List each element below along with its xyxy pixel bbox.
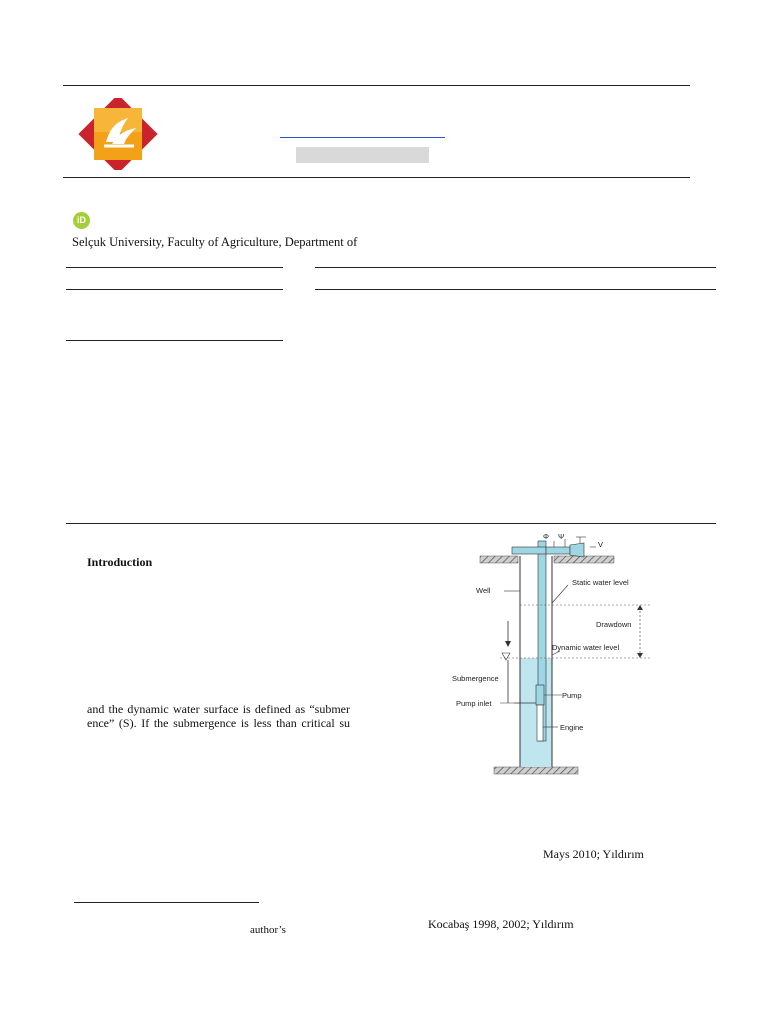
well-pump-figure xyxy=(440,533,670,778)
info-rule-right-2 xyxy=(315,289,716,290)
fig-label-engine: Engine xyxy=(560,723,584,732)
ground-bottom-hatch xyxy=(494,767,578,774)
affiliation-text: Selçuk University, Faculty of Agriculture, Department of xyxy=(72,235,358,249)
fig-label-v: V xyxy=(598,540,604,549)
header-bottom-rule xyxy=(63,177,690,178)
redacted-header-box xyxy=(296,147,429,163)
fig-label-drawdown: Drawdown xyxy=(596,620,632,629)
journal-logo xyxy=(76,98,160,170)
fig-label-pump: Pump xyxy=(562,691,582,700)
citation-bottom: Kocabaş 1998, 2002; Yıldırım xyxy=(428,917,574,931)
fig-label-phi1: Φ xyxy=(543,533,549,541)
info-rule-left-3 xyxy=(66,340,283,341)
abstract-end-rule xyxy=(66,523,716,524)
engine-body xyxy=(537,705,543,741)
header-top-rule xyxy=(63,85,690,86)
fig-label-submergence: Submergence xyxy=(452,674,499,683)
journal-link-underline[interactable] xyxy=(280,137,445,138)
citation-right: Mays 2010; Yıldırım xyxy=(543,847,644,861)
section-heading-introduction: Introduction xyxy=(87,555,153,569)
info-rule-left-2 xyxy=(66,289,283,290)
info-rule-left-1 xyxy=(66,267,283,268)
fig-label-phi2: Ψ xyxy=(558,533,565,541)
footnote-text: author’s xyxy=(250,924,286,936)
fig-label-dynamic: Dynamic water level xyxy=(552,643,620,652)
footnote-separator xyxy=(74,902,259,903)
body-line-1: and the dynamic water surface is defined as “submer xyxy=(87,702,350,716)
well-water xyxy=(520,658,552,767)
fig-label-pump-inlet: Pump inlet xyxy=(456,699,492,708)
body-line-2: ence” (S). If the submergence is less than critical su xyxy=(87,716,350,730)
fig-label-static: Static water level xyxy=(572,578,629,587)
orcid-icon[interactable]: iD xyxy=(73,212,90,229)
ground-left-hatch xyxy=(480,556,518,563)
fig-label-well: Well xyxy=(476,586,491,595)
pump-body xyxy=(536,685,544,705)
info-rule-right-1 xyxy=(315,267,716,268)
